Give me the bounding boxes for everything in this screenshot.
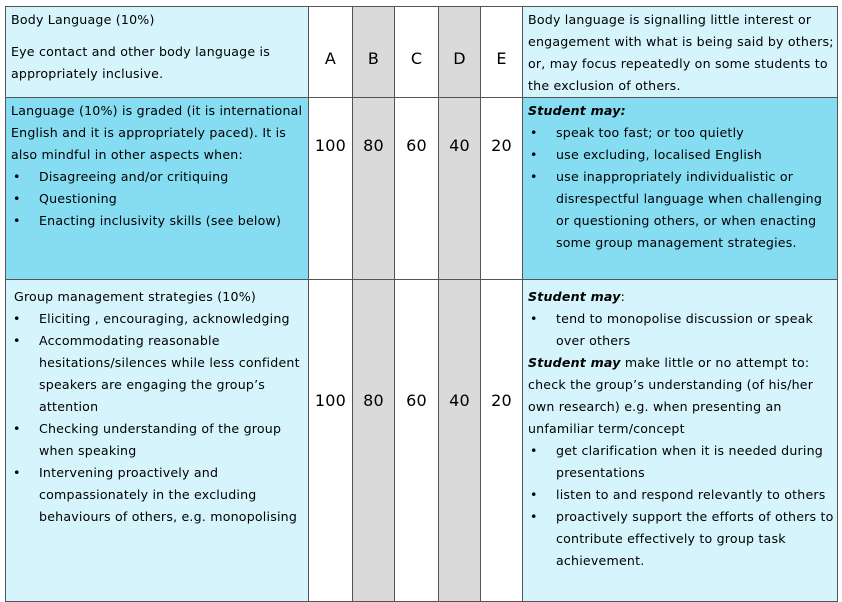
criterion-cell-group-management (6, 280, 309, 602)
list-item: • use inappropriately individualistic or disrespectful language when challenging or questioning others, or when enacting some group management strategies. (528, 166, 835, 254)
descriptor-lead: Student may: (528, 103, 626, 118)
list-item: • proactively support the efforts of others to contribute effectively to group task achievement. (528, 506, 835, 572)
score-20: 20 (481, 280, 523, 602)
grade-e: E (481, 7, 523, 98)
score-40: 40 (439, 98, 481, 280)
score-40: 40 (439, 280, 481, 602)
list-item: • get clarification when it is needed during presentations (528, 440, 835, 484)
list-item: • Accommodating reasonable hesitations/silences while less confident speakers are engaging the group’s attention (11, 330, 306, 418)
bullet-icon: • (530, 487, 538, 502)
bullet-icon: • (530, 311, 538, 326)
criterion-cell-language (6, 98, 309, 280)
grade-a: A (309, 7, 353, 98)
descriptor-group-management (523, 280, 838, 602)
bullet-icon: • (13, 213, 21, 228)
descriptor-lead: Student may: (528, 289, 626, 304)
grade-c: C (395, 7, 439, 98)
score-60: 60 (395, 280, 439, 602)
descriptor-list (528, 122, 835, 254)
bullet-icon: • (13, 191, 21, 206)
criterion-intro: Language (10%) is graded (it is international English and it is appropriately paced). It is also mindful in other aspects when: (11, 103, 303, 162)
criterion-list (11, 308, 306, 528)
bullet-icon: • (530, 147, 538, 162)
bullet-icon: • (530, 509, 538, 524)
score-80: 80 (353, 280, 395, 602)
criterion-cell-body-language (6, 7, 309, 98)
rubric-row-group-management (6, 280, 838, 602)
score-60: 60 (395, 98, 439, 280)
criterion-title: Body Language (10%) (11, 12, 155, 27)
descriptor-paragraph: Student may make little or no attempt to: check the group’s understanding (of his/her own research) e.g. when presenting an unfamiliar term/concept (528, 355, 814, 436)
assessment-rubric-table (5, 6, 838, 602)
list-item: • Intervening proactively and compassionately in the excluding behaviours of others, e.g. monopolising (11, 462, 306, 528)
grade-d: D (439, 7, 481, 98)
list-item: • use excluding, localised English (528, 144, 835, 166)
score-80: 80 (353, 98, 395, 280)
score-20: 20 (481, 98, 523, 280)
bullet-icon: • (13, 421, 21, 436)
list-item: • Eliciting , encouraging, acknowledging (11, 308, 306, 330)
bullet-icon: • (13, 465, 21, 480)
bullet-icon: • (530, 125, 538, 140)
descriptor-list (528, 308, 835, 352)
list-item: • listen to and respond relevantly to others (528, 484, 835, 506)
list-item: • speak too fast; or too quietly (528, 122, 835, 144)
descriptor-language (523, 98, 838, 280)
grade-b: B (353, 7, 395, 98)
list-item: • Questioning (11, 188, 306, 210)
bullet-icon: • (13, 333, 21, 348)
list-item: • tend to monopolise discussion or speak over others (528, 308, 835, 352)
descriptor-list (528, 440, 835, 572)
bullet-icon: • (13, 169, 21, 184)
list-item: • Disagreeing and/or critiquing (11, 166, 306, 188)
list-item: • Enacting inclusivity skills (see below) (11, 210, 306, 232)
rubric-row-body-language (6, 7, 838, 98)
bullet-icon: • (13, 311, 21, 326)
bullet-icon: • (530, 443, 538, 458)
score-100: 100 (309, 280, 353, 602)
list-item: • Checking understanding of the group when speaking (11, 418, 306, 462)
bullet-icon: • (530, 169, 538, 184)
criterion-list (11, 166, 306, 232)
descriptor-body-language: Body language is signalling little interest or engagement with what is being said by others; or, may focus repeatedly on some students to the exclusion of others. (523, 7, 838, 98)
score-100: 100 (309, 98, 353, 280)
rubric-row-language (6, 98, 838, 280)
criterion-text: Eye contact and other body language is appropriately inclusive. (11, 44, 270, 81)
criterion-title: Group management strategies (10%) (14, 289, 257, 304)
